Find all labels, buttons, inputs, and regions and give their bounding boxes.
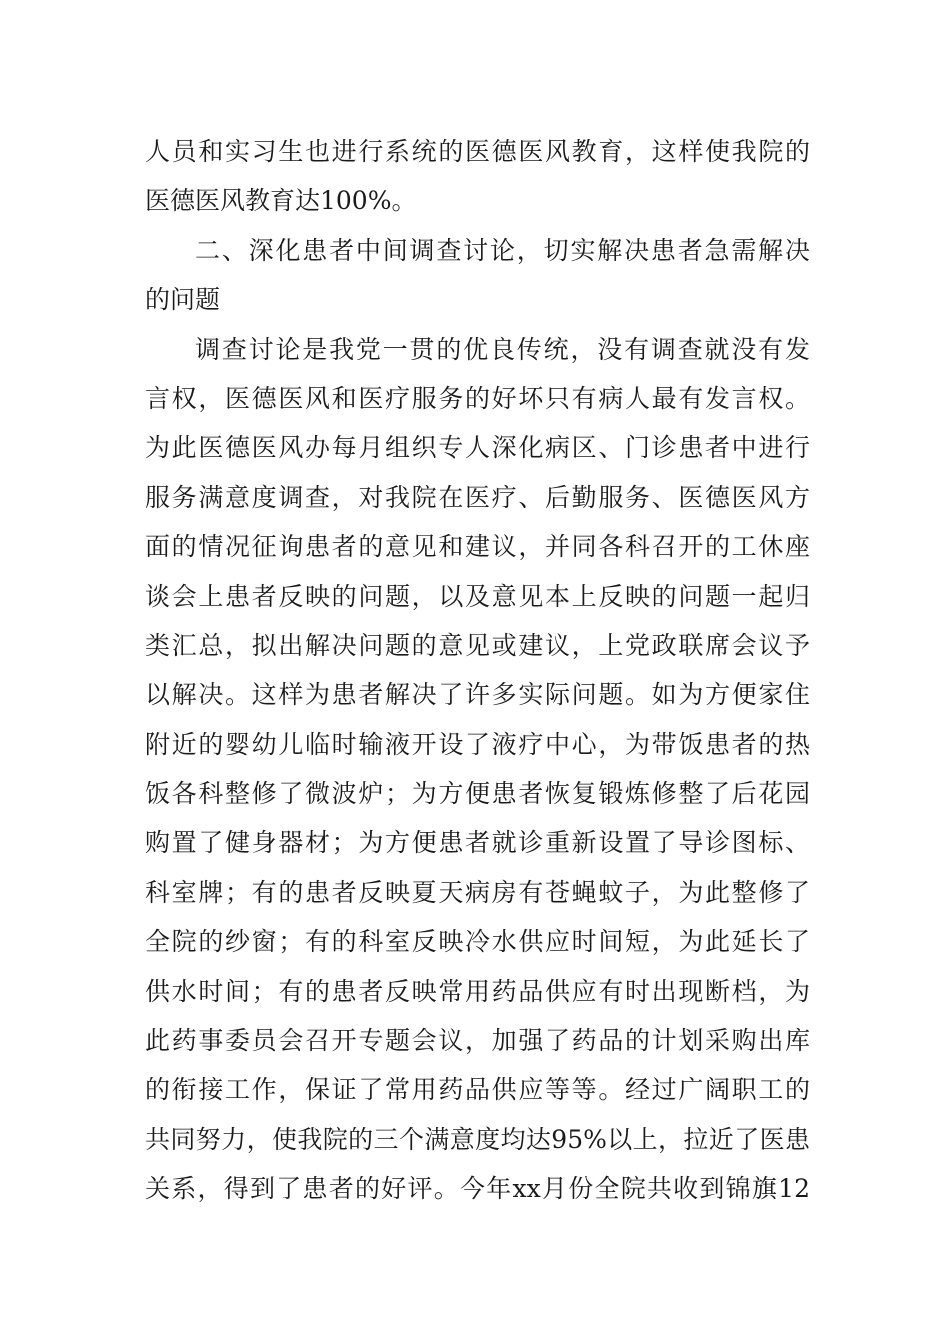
document-body bbox=[145, 127, 810, 1214]
paragraph-line-11: 购置了健身器材；为方便患者就诊重新设置了导诊图标、 bbox=[145, 828, 810, 858]
text-line-2: 医德医风教育达100%。 bbox=[145, 186, 417, 216]
paragraph-line-9: 附近的婴幼儿临时输液开设了液疗中心，为带饭患者的热 bbox=[145, 729, 810, 759]
paragraph-line-10: 饭各科整修了微波炉；为方便患者恢复锻炼修整了后花园 bbox=[145, 779, 810, 809]
paragraph-line-15: 此药事委员会召开专题会议，加强了药品的计划采购出库 bbox=[145, 1026, 810, 1056]
paragraph-line-12: 科室牌；有的患者反映夏天病房有苍蝇蚊子，为此整修了 bbox=[145, 877, 810, 907]
paragraph-line-16: 的衔接工作，保证了常用药品供应等等。经过广阔职工的 bbox=[145, 1075, 810, 1105]
paragraph-line-8: 以解决。这样为患者解决了许多实际问题。如为方便家住 bbox=[145, 680, 810, 710]
paragraph-line-2: 言权，医德医风和医疗服务的好坏只有病人最有发言权。 bbox=[145, 383, 810, 413]
paragraph-line-6: 谈会上患者反映的问题，以及意见本上反映的问题一起归 bbox=[145, 581, 810, 611]
paragraph-line-7: 类汇总，拟出解决问题的意见或建议，上党政联席会议予 bbox=[145, 630, 810, 660]
text-line-1: 人员和实习生也进行系统的医德医风教育，这样使我院的 bbox=[145, 137, 810, 166]
paragraph-line-18: 关系，得到了患者的好评。今年xx月份全院共收到锦旗12 bbox=[145, 1174, 810, 1204]
paragraph-line-4: 服务满意度调查，对我院在医疗、后勤服务、医德医风方 bbox=[145, 482, 810, 512]
paragraph-line-13: 全院的纱窗；有的科室反映冷水供应时间短，为此延长了 bbox=[145, 927, 810, 957]
paragraph-line-1: 调查讨论是我党一贯的优良传统，没有调查就没有发 bbox=[195, 334, 810, 364]
section-heading-line-1: 二、深化患者中间调查讨论，切实解决患者急需解决 bbox=[195, 235, 810, 265]
paragraph-line-14: 供水时间；有的患者反映常用药品供应有时出现断档，为 bbox=[145, 976, 810, 1006]
section-heading-line-2: 的问题 bbox=[145, 285, 221, 315]
paragraph-line-5: 面的情况征询患者的意见和建议，并同各科召开的工休座 bbox=[145, 532, 810, 562]
paragraph-line-3: 为此医德医风办每月组织专人深化病区、门诊患者中进行 bbox=[145, 433, 810, 463]
paragraph-line-17: 共同努力，使我院的三个满意度均达95%以上，拉近了医患 bbox=[145, 1124, 810, 1154]
